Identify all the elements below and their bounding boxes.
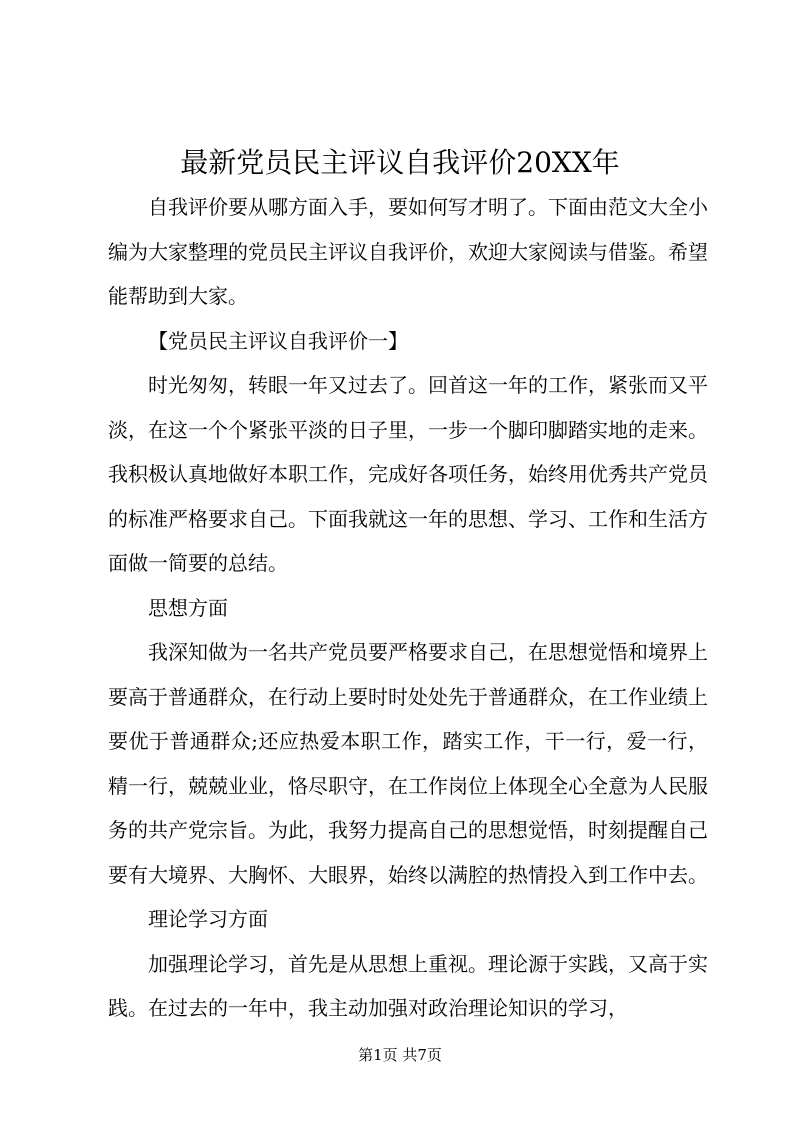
paragraph-thought: 我深知做为一名共产党员要严格要求自己，在思想觉悟和境界上要高于普通群众，在行动上要时时处处先于普通群众，在工作业绩上要优于普通群众;还应热爱本职工作，踏实工作，干一行，爱一行，精一行，兢兢业业，恪尽职守，在工作岗位上体现全心全意为人民服务的共产党宗旨。为此，我努力提高自己的思想觉悟，时刻提醒自己要有大境界、大胸怀、大眼界，始终以满腔的热情投入到工作中去。	[108, 640, 708, 887]
section-heading-evaluation-one: 【党员民主评议自我评价一】	[148, 328, 408, 353]
page-number-footer: 第1页 共7页	[358, 1046, 442, 1064]
paragraph-review: 时光匆匆，转眼一年又过去了。回首这一年的工作，紧张而又平淡，在这一个个紧张平淡的日子里，一步一个脚印脚踏实地的走来。我积极认真地做好本职工作，完成好各项任务，始终用优秀共产党员的标准严格要求自己。下面我就这一年的思想、学习、工作和生活方面做一简要的总结。	[108, 373, 708, 575]
paragraph-intro: 自我评价要从哪方面入手，要如何写才明了。下面由范文大全小编为大家整理的党员民主评议自我评价，欢迎大家阅读与借鉴。希望能帮助到大家。	[108, 195, 708, 308]
section-heading-thought: 思想方面	[148, 595, 228, 620]
section-heading-theory-study: 理论学习方面	[148, 907, 268, 931]
document-title: 最新党员民主评议自我评价20XX年	[180, 146, 620, 179]
paragraph-theory-study: 加强理论学习，首先是从思想上重视。理论源于实践，又高于实践。在过去的一年中，我主动加强对政治理论知识的学习，	[108, 951, 708, 1020]
document-body	[108, 185, 708, 1031]
